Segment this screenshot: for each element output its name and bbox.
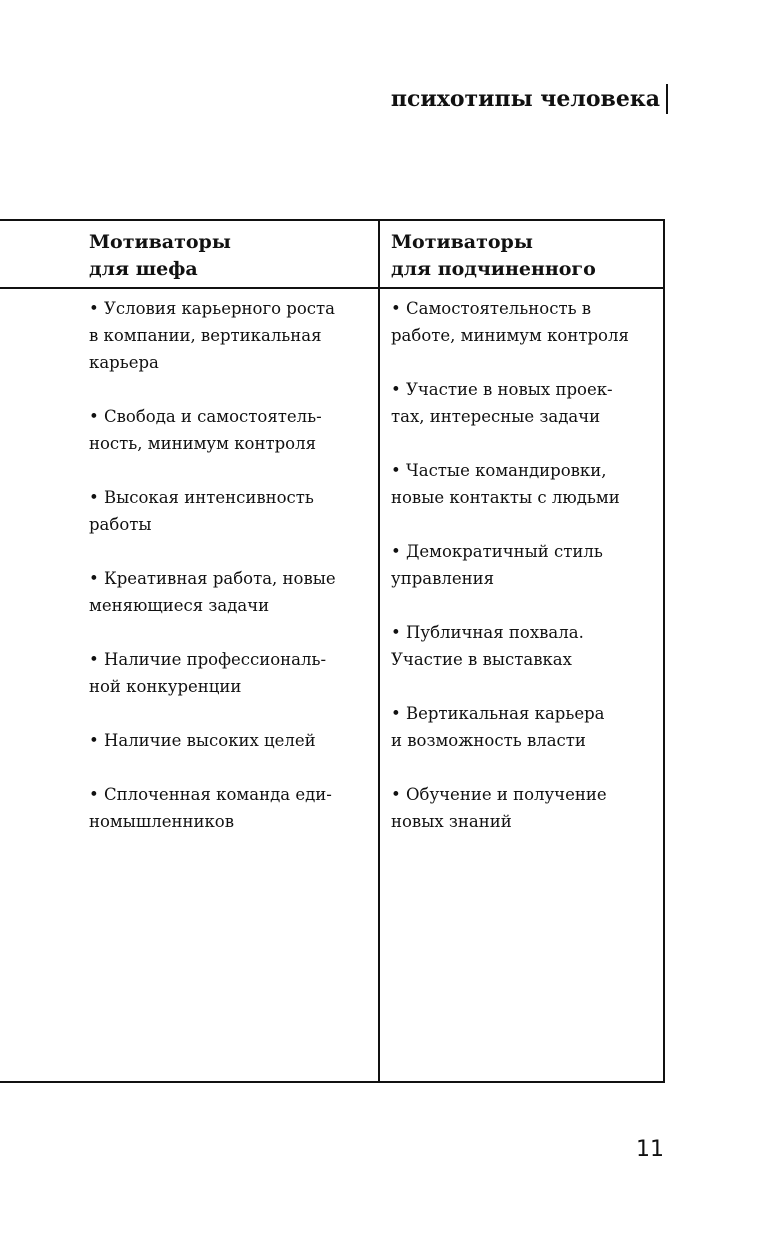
list-item-line: • Наличие профессиональ-	[89, 650, 327, 669]
list-item-line: карьера	[89, 353, 159, 372]
list-item	[391, 295, 663, 349]
list-item-line: новые контакты с людьми	[391, 488, 620, 507]
list-item-line: и возможность власти	[391, 731, 586, 750]
running-head-text: психотипы человека	[390, 86, 660, 112]
list-item	[391, 376, 663, 430]
motivators-table	[0, 219, 665, 1083]
list-item-line: управления	[391, 569, 495, 588]
list-item	[89, 295, 369, 376]
list-item	[391, 538, 663, 592]
list-item-line: Участие в выставках	[391, 650, 572, 669]
running-head-bar	[666, 84, 668, 114]
running-head	[391, 84, 668, 114]
list-item	[391, 781, 663, 835]
list-item-line: • Наличие высоких целей	[89, 731, 316, 750]
list-item-line: в компании, вертикальная	[89, 326, 322, 345]
list-item	[391, 700, 663, 754]
list-item	[89, 781, 369, 835]
list-item-line: • Вертикальная карьера	[391, 704, 605, 723]
left-column-list	[89, 295, 369, 835]
list-item-line: • Частые командировки,	[391, 461, 607, 480]
list-item	[89, 727, 369, 754]
list-item-line: • Креативная работа, новые	[89, 569, 336, 588]
list-item	[89, 484, 369, 538]
list-item-line: • Свобода и самостоятель-	[89, 407, 322, 426]
list-item-line: тах, интересные задачи	[391, 407, 601, 426]
list-item-line: ной конкуренции	[89, 677, 242, 696]
header-rule	[0, 287, 663, 289]
list-item-line: работе, минимум контроля	[391, 326, 629, 345]
list-item	[89, 403, 369, 457]
list-item	[89, 565, 369, 619]
list-item-line: • Высокая интенсивность	[89, 488, 314, 507]
list-item-line: работы	[89, 515, 152, 534]
list-item	[391, 619, 663, 673]
list-item-line: меняющиеся задачи	[89, 596, 270, 615]
column-divider	[378, 221, 380, 1081]
left-column-header	[89, 229, 231, 283]
list-item-line: • Участие в новых проек-	[391, 380, 613, 399]
left-header-line: Мотиваторы	[89, 231, 231, 253]
list-item-line: • Самостоятельность в	[391, 299, 592, 318]
list-item-line: ность, минимум контроля	[89, 434, 316, 453]
list-item-line: номышленников	[89, 812, 235, 831]
left-header-line: для шефа	[89, 258, 198, 280]
list-item	[89, 646, 369, 700]
right-column-list	[391, 295, 663, 835]
list-item-line: • Обучение и получение	[391, 785, 607, 804]
list-item-line: • Сплоченная команда еди-	[89, 785, 332, 804]
right-header-line: для подчиненного	[391, 258, 596, 280]
list-item-line: • Публичная похвала.	[391, 623, 584, 642]
list-item	[391, 457, 663, 511]
page-number: 11	[636, 1137, 664, 1162]
list-item-line: • Условия карьерного роста	[89, 299, 335, 318]
right-column-header	[391, 229, 596, 283]
list-item-line: • Демократичный стиль	[391, 542, 603, 561]
right-header-line: Мотиваторы	[391, 231, 533, 253]
list-item-line: новых знаний	[391, 812, 512, 831]
